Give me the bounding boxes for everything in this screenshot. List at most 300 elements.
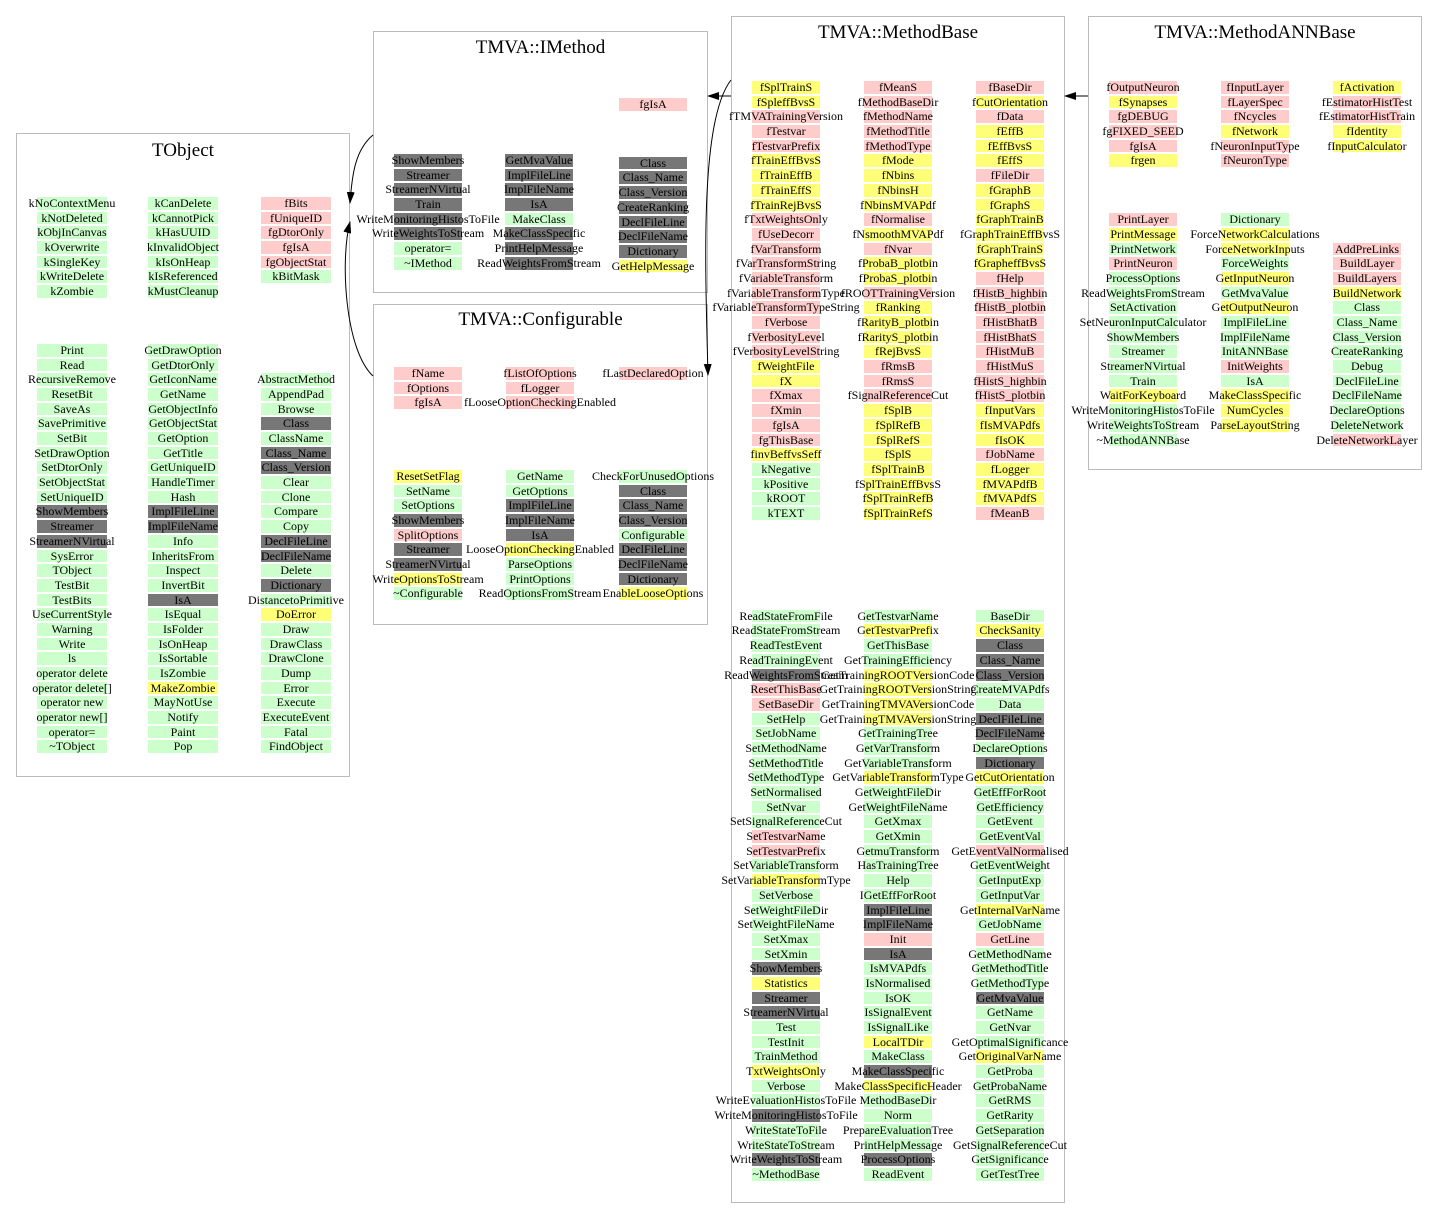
member-label: WriteStateToFile <box>745 1122 827 1137</box>
member-spacer <box>752 594 820 609</box>
member-item <box>976 153 1044 168</box>
member-label: IsSignalLike <box>867 1020 929 1034</box>
member-label: SetName <box>406 483 450 498</box>
member-item <box>864 139 932 154</box>
member-item <box>1109 242 1177 257</box>
member-label: CreateMVAPdfs <box>970 682 1050 697</box>
member-item <box>148 255 218 270</box>
member-item <box>257 372 335 387</box>
member-label: GetTestvarName <box>857 608 939 623</box>
member-label: Statistics <box>764 975 808 990</box>
member-item <box>858 256 938 271</box>
member-item <box>394 168 462 183</box>
member-label: fMVAPdfS <box>983 491 1037 506</box>
member-label: AbstractMethod <box>257 372 335 387</box>
member-label: fInputVars <box>984 403 1036 418</box>
member-item <box>721 873 851 888</box>
member-item <box>857 858 939 873</box>
member-item <box>506 469 574 484</box>
member-label: fTrainRejBvsS <box>750 197 822 212</box>
member-item <box>506 513 574 528</box>
member-item <box>752 153 820 168</box>
member-item <box>976 388 1044 403</box>
member-item <box>37 387 107 402</box>
member-item <box>745 1122 827 1138</box>
member-label: SetSignalReferenceCut <box>730 814 842 829</box>
member-label: DeclFileLine <box>264 533 328 548</box>
member-label: GetOriginalVarName <box>958 1049 1062 1064</box>
member-label: GetInputExp <box>979 873 1041 888</box>
member-item <box>752 124 820 139</box>
member-item <box>752 139 820 154</box>
member-label: Class_Version <box>1332 329 1402 344</box>
member-item <box>864 991 932 1006</box>
member-item <box>261 563 331 578</box>
member-label: GetEvent <box>987 814 1033 829</box>
member-item <box>1079 315 1207 330</box>
member-label: Streamer <box>406 542 450 557</box>
member-item <box>973 785 1047 800</box>
member-label: MakeClassSpecific <box>851 1064 945 1079</box>
member-item <box>752 697 820 712</box>
member-label: GetOptions <box>512 483 568 498</box>
member-label: DistancetoPrimitive <box>248 592 344 607</box>
member-item <box>752 1020 820 1035</box>
member-spacer <box>619 126 687 141</box>
member-label: GetEventWeight <box>970 858 1050 873</box>
member-label: BaseDir <box>990 608 1030 623</box>
member-item <box>951 1034 1069 1050</box>
member-item <box>1221 359 1289 374</box>
member-label: fInputLayer <box>1226 80 1284 94</box>
member-label: ~TObject <box>49 739 95 754</box>
member-item <box>951 843 1069 859</box>
member-item <box>1210 138 1300 154</box>
member-item <box>261 710 331 725</box>
member-item <box>864 242 932 257</box>
member-item <box>1221 124 1289 139</box>
member-item <box>29 533 115 549</box>
member-spacer <box>394 425 462 440</box>
member-label: DeclFileLine <box>621 542 685 557</box>
member-item <box>148 490 218 505</box>
member-label: WriteWeightsToStream <box>371 226 485 241</box>
member-label: fgObjectStat <box>265 254 327 269</box>
member-label: ImplFileLine <box>151 504 215 519</box>
member-item <box>505 212 573 227</box>
member-label: GetObjectInfo <box>148 401 218 416</box>
member-spacer <box>619 395 687 410</box>
member-label: GetOption <box>157 431 209 445</box>
member-item <box>1333 242 1401 257</box>
member-item <box>37 431 107 446</box>
member-item <box>619 498 687 513</box>
member-label: ShowMembers <box>1106 329 1180 344</box>
member-label: PrepareEvaluationTree <box>842 1122 954 1137</box>
member-label: fSplTrainRefS <box>863 505 933 520</box>
member-label: finvBeffvsSeff <box>750 447 822 462</box>
member-item <box>857 623 939 638</box>
member-label: fEffS <box>997 153 1023 168</box>
member-label: BuildLayers <box>1337 270 1397 285</box>
member-label: Error <box>283 680 309 695</box>
member-item <box>858 726 938 741</box>
member-label: ProcessOptions <box>1105 270 1181 285</box>
member-item <box>1100 359 1186 374</box>
member-spacer <box>506 425 574 440</box>
member-label: fEstimatorHistTrain <box>1318 109 1416 124</box>
member-item <box>976 1064 1044 1079</box>
member-label: WriteMonitoringHistosToFile <box>356 211 500 226</box>
member-label: IsNormalised <box>865 975 931 990</box>
member-label: Class <box>639 155 667 170</box>
member-column <box>477 153 601 271</box>
member-item <box>1333 388 1401 403</box>
member-item <box>1105 270 1181 286</box>
member-label: fTrainEffB <box>759 168 813 183</box>
member-label: frgen <box>1130 153 1156 168</box>
member-item <box>747 770 825 785</box>
member-label: fLogger <box>990 461 1030 476</box>
member-label: fRarityB_plotbin <box>857 315 939 329</box>
member-item <box>976 109 1044 124</box>
member-spacer <box>506 439 574 454</box>
member-label: MakeClassSpecificHeader <box>834 1078 962 1093</box>
member-item <box>973 373 1047 389</box>
member-item <box>972 740 1048 756</box>
member-label: DeclFileName <box>975 726 1045 741</box>
member-label: SetVariableTransformType <box>721 873 851 888</box>
member-label: PrintHelpMessage <box>853 1137 943 1152</box>
member-item <box>840 285 956 301</box>
member-label: DrawClone <box>268 651 324 666</box>
member-label: GetMethodName <box>968 946 1052 961</box>
member-item <box>1109 300 1177 315</box>
member-item <box>752 1167 820 1182</box>
member-label: IGetEffForRoot <box>859 887 937 902</box>
member-label: Class_Name <box>265 445 327 460</box>
member-label: CreateRanking <box>1331 344 1403 359</box>
member-item <box>148 563 218 578</box>
member-label: fProbaB_plotbin <box>858 256 938 271</box>
member-item <box>148 284 218 299</box>
member-label: HandleTimer <box>151 475 215 490</box>
member-label: fEffB <box>996 124 1024 139</box>
member-label: RecursiveRemove <box>28 372 116 387</box>
member-item <box>148 681 218 696</box>
member-item <box>976 917 1044 932</box>
member-item <box>976 139 1044 154</box>
member-item <box>864 947 932 962</box>
member-item <box>752 374 820 389</box>
member-item <box>261 196 331 211</box>
member-item <box>752 800 820 815</box>
member-item <box>738 270 834 286</box>
member-item <box>261 534 331 549</box>
member-item <box>1221 374 1289 389</box>
member-item <box>752 447 820 462</box>
member-item <box>970 682 1050 697</box>
member-item <box>619 513 687 528</box>
member-label: Browse <box>277 401 315 416</box>
member-label: GetObjectStat <box>149 416 217 431</box>
member-label: ReadStateFromStream <box>731 623 841 638</box>
member-label: GetInternalVarName <box>960 902 1060 917</box>
member-item <box>976 418 1044 433</box>
member-item <box>864 1049 932 1064</box>
member-label: ImplFileLine <box>866 902 930 917</box>
member-item <box>976 447 1044 462</box>
member-label: SetXmax <box>763 931 809 946</box>
member-label: fVariableTransformTypeString <box>712 300 860 315</box>
member-label: ReadWeightsFromStream <box>477 255 601 270</box>
member-item <box>860 1152 936 1167</box>
member-item <box>148 593 218 608</box>
member-label: Verbose <box>766 1078 806 1093</box>
member-label: ImplFileName <box>1220 329 1290 344</box>
member-item <box>148 431 218 446</box>
member-spacer <box>261 314 331 329</box>
member-item <box>1106 329 1180 345</box>
member-label: DeleteNetworkLayer <box>1316 432 1418 447</box>
member-label: fHistB_plotbin <box>973 300 1047 315</box>
member-label: WriteOptionsToStream <box>372 571 484 586</box>
member-item <box>148 666 218 681</box>
member-item <box>864 403 932 418</box>
member-item <box>37 269 107 284</box>
member-spacer <box>864 521 932 536</box>
member-item <box>261 549 331 564</box>
member-item <box>976 873 1044 888</box>
member-label: GetInputNeuron <box>1215 270 1295 285</box>
member-label: CheckForUnusedOptions <box>592 468 714 483</box>
member-label: ParseLayoutString <box>1210 417 1300 432</box>
member-label: MakeClass <box>512 211 566 226</box>
member-item <box>602 586 704 601</box>
member-item <box>619 572 687 587</box>
member-item <box>619 244 687 259</box>
member-item <box>752 462 820 477</box>
member-label: UseCurrentStyle <box>32 607 112 622</box>
member-item <box>752 477 820 492</box>
member-item <box>976 1005 1044 1020</box>
member-item <box>752 1079 820 1094</box>
member-item <box>261 695 331 710</box>
member-item <box>864 814 932 829</box>
member-label: kHasUUID <box>155 225 211 240</box>
member-spacer <box>1333 183 1401 198</box>
member-item <box>37 240 107 255</box>
member-item <box>821 696 975 712</box>
member-item <box>864 638 932 653</box>
member-label: fOptions <box>407 380 449 395</box>
member-column <box>356 153 500 271</box>
member-label: fCutOrientation <box>972 94 1048 109</box>
member-item <box>853 1137 943 1153</box>
member-item <box>1221 95 1289 110</box>
member-item <box>752 991 820 1006</box>
member-label: ResetThisBase <box>750 682 822 697</box>
member-label: GetRarity <box>986 1108 1034 1123</box>
member-item <box>976 271 1044 286</box>
member-label: kZombie <box>50 284 94 299</box>
member-label: IsZombie <box>160 666 206 680</box>
member-label: NumCycles <box>1226 403 1284 418</box>
member-spacer <box>864 594 932 609</box>
member-label: fSplTrainB <box>871 461 925 476</box>
member-label: DeclFileName <box>1332 388 1402 403</box>
member-item <box>148 725 218 740</box>
member-item <box>744 212 828 227</box>
member-label: fVariableTransformType <box>726 285 846 300</box>
member-item <box>1086 417 1200 433</box>
member-label: Data <box>998 696 1022 711</box>
member-item <box>976 477 1044 492</box>
member-item <box>959 226 1061 242</box>
member-label: fMethodName <box>863 109 933 124</box>
member-label: GetInputVar <box>980 887 1040 902</box>
member-label: fXmin <box>770 403 802 418</box>
member-label: SetNormalised <box>750 785 822 799</box>
member-spacer <box>752 550 820 565</box>
member-item <box>611 258 695 274</box>
member-item <box>851 1064 945 1079</box>
member-label: kMustCleanup <box>147 284 219 299</box>
member-label: Class_Name <box>622 498 684 513</box>
member-label: GetVarTransform <box>855 740 941 755</box>
member-label: ForceNetworkCalculations <box>1190 226 1320 241</box>
member-item <box>37 549 107 564</box>
member-label: SetNvar <box>766 799 806 814</box>
member-item <box>976 756 1044 771</box>
member-label: ForceNetworkInputs <box>1205 241 1305 256</box>
member-label: fRarityS_plotbin <box>857 329 939 344</box>
member-item <box>749 638 823 653</box>
member-label: Dictionary <box>984 755 1036 770</box>
member-label: MakeClassSpecific <box>1208 388 1302 403</box>
member-label: BuildNetwork <box>1332 285 1402 300</box>
member-label: IsA <box>174 592 192 607</box>
member-label: TxtWeightsOnly <box>746 1064 826 1079</box>
arrow-imethod-to-tobject <box>350 135 373 203</box>
member-item <box>37 490 107 505</box>
member-label: GetTestTree <box>980 1166 1040 1181</box>
member-label: Dump <box>281 666 311 680</box>
member-spacer <box>976 579 1044 594</box>
member-item <box>505 197 573 212</box>
member-item <box>752 403 820 418</box>
member-item <box>1099 388 1187 403</box>
member-item <box>752 388 820 403</box>
member-label: Class <box>639 483 667 498</box>
member-spacer <box>752 521 820 536</box>
member-item <box>857 329 939 345</box>
member-item <box>261 681 331 696</box>
member-label: GetOptimalSignificance <box>951 1034 1069 1049</box>
member-item <box>864 976 932 991</box>
member-item <box>731 623 841 638</box>
member-label: GetProba <box>987 1064 1033 1079</box>
member-label: ImplFileName <box>148 519 218 534</box>
member-item <box>1211 300 1299 315</box>
member-label: GetTrainingEfficiency <box>844 652 952 667</box>
member-label: fLayerSpec <box>1227 94 1283 109</box>
member-label: Write <box>58 636 86 651</box>
member-label: DeclFileName <box>618 556 688 571</box>
member-label: SavePrimitive <box>38 416 106 431</box>
member-item <box>752 726 820 741</box>
member-item <box>1330 417 1404 433</box>
member-item <box>1221 344 1289 359</box>
member-label: fSplTrainEffBvsS <box>854 476 942 491</box>
member-spacer <box>619 425 687 440</box>
member-label: PrintNeuron <box>1113 256 1173 271</box>
member-item <box>37 637 107 652</box>
member-item <box>1333 344 1401 359</box>
member-label: fNbinsH <box>877 182 919 197</box>
member-item <box>37 358 107 373</box>
member-label: fSplRefB <box>875 417 921 432</box>
member-label: Hash <box>170 489 196 504</box>
member-label: Test <box>776 1020 796 1034</box>
member-item <box>864 433 932 448</box>
member-item <box>148 519 218 534</box>
member-item <box>394 498 462 513</box>
member-label: kPositive <box>763 476 809 491</box>
member-label: Init <box>889 931 907 946</box>
member-label: Delete <box>280 563 312 578</box>
member-item <box>953 1137 1067 1153</box>
member-label: fJobName <box>985 447 1035 462</box>
member-item <box>976 814 1044 829</box>
member-label: ImplFileName <box>505 512 575 527</box>
member-item <box>1333 80 1401 95</box>
member-label: fgIsA <box>1129 138 1157 153</box>
member-spacer <box>1333 227 1401 242</box>
member-label: ResetSetFlag <box>396 468 460 483</box>
member-spacer <box>1109 198 1177 213</box>
member-item <box>394 381 462 396</box>
member-item <box>37 343 107 358</box>
member-column <box>819 80 977 1182</box>
member-spacer <box>976 535 1044 550</box>
member-label: IsA <box>889 946 907 961</box>
member-label: fSplB <box>883 403 913 418</box>
member-item <box>1106 80 1180 95</box>
member-item <box>859 887 937 903</box>
member-item <box>976 1167 1044 1182</box>
member-item <box>261 269 331 284</box>
member-item <box>714 1108 858 1123</box>
member-item <box>1333 300 1401 315</box>
member-label: fHistS_plotbin <box>974 388 1046 403</box>
member-label: AddPreLinks <box>1335 241 1399 256</box>
member-label: LocalTDir <box>872 1034 924 1049</box>
member-label: Class <box>282 416 310 431</box>
member-item <box>37 578 107 593</box>
member-item <box>976 183 1044 198</box>
member-label: fName <box>411 366 445 380</box>
member-label: fBits <box>284 196 308 210</box>
member-item <box>752 888 820 903</box>
member-item <box>864 168 932 183</box>
member-item <box>752 242 820 257</box>
member-label: fVerbose <box>764 315 808 329</box>
member-item <box>965 770 1055 785</box>
member-item <box>752 506 820 521</box>
member-label: PrintLayer <box>1117 212 1169 227</box>
member-item <box>37 284 107 299</box>
